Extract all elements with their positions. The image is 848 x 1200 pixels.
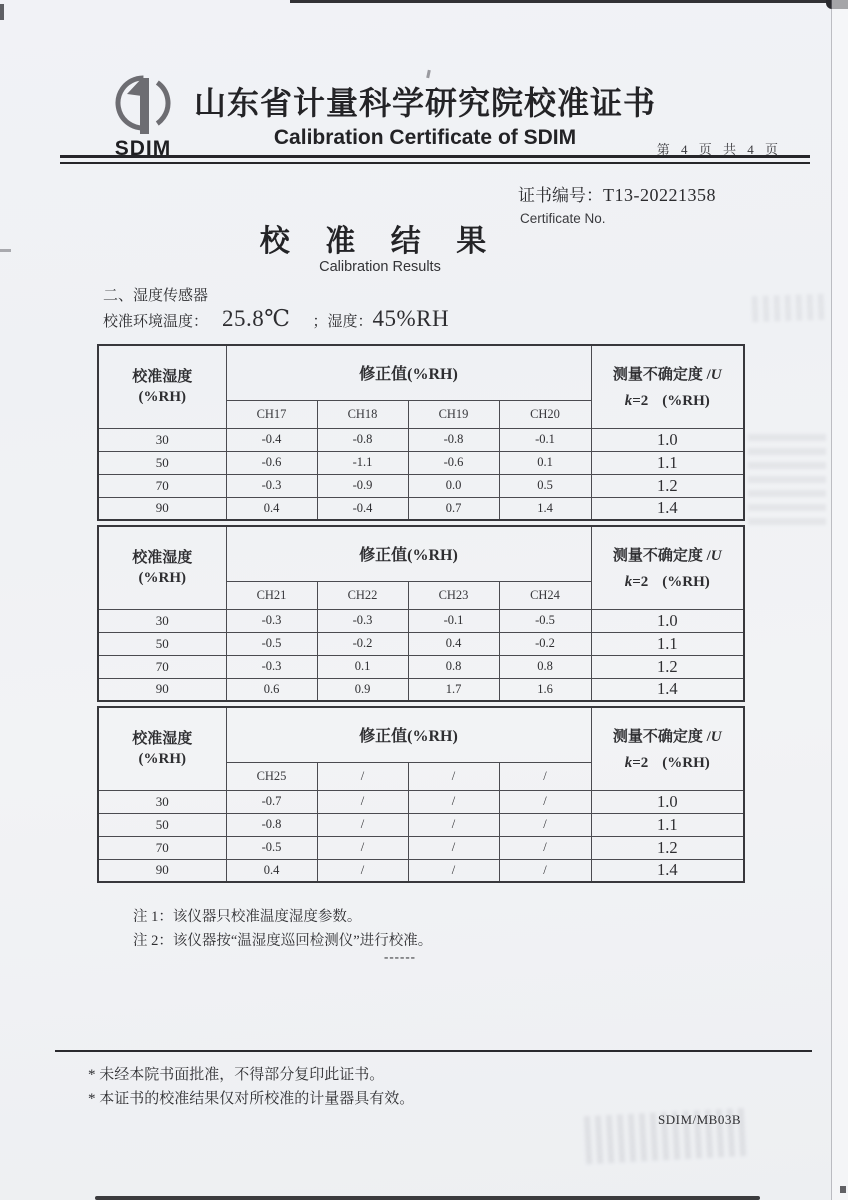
table-row bbox=[98, 428, 744, 451]
correction-value: 0.4 bbox=[408, 632, 499, 655]
uncertainty-value: 1.1 bbox=[591, 813, 744, 836]
humidity-column-header bbox=[98, 526, 226, 609]
env-humidity-value: 45%RH bbox=[372, 306, 450, 331]
env-humidity-label: ；湿度： bbox=[312, 314, 373, 330]
humidity-value: 70 bbox=[98, 655, 226, 678]
correction-value: / bbox=[317, 859, 408, 882]
calibration-table-3 bbox=[97, 706, 745, 883]
humidity-header-line1: 校准湿度 bbox=[132, 730, 193, 747]
channel-header: CH20 bbox=[499, 400, 591, 428]
uncertainty-column-header bbox=[591, 345, 744, 428]
humidity-value: 50 bbox=[98, 632, 226, 655]
correction-value: -0.5 bbox=[226, 632, 317, 655]
correction-value: -0.5 bbox=[499, 609, 591, 632]
correction-value: -0.3 bbox=[317, 609, 408, 632]
correction-value: -0.3 bbox=[226, 655, 317, 678]
certificate-number-value: T13-20221358 bbox=[603, 185, 716, 205]
end-of-results-mark: ------ bbox=[384, 949, 416, 964]
correction-value: / bbox=[499, 790, 591, 813]
section-heading: 二、湿度传感器 bbox=[103, 288, 209, 304]
uncertainty-value: 1.2 bbox=[591, 474, 744, 497]
correction-value: / bbox=[317, 813, 408, 836]
uncertainty-column-header bbox=[591, 526, 744, 609]
scan-bleedthrough bbox=[748, 430, 826, 525]
uncertainty-value: 1.0 bbox=[591, 609, 744, 632]
correction-value: -0.2 bbox=[317, 632, 408, 655]
channel-header: CH21 bbox=[226, 581, 317, 609]
note-1: 注 1：该仪器只校准温度湿度参数。 bbox=[133, 909, 362, 925]
correction-value: -0.6 bbox=[226, 451, 317, 474]
env-temp-label: 校准环境温度： bbox=[103, 314, 209, 330]
channel-header: CH24 bbox=[499, 581, 591, 609]
humidity-column-header bbox=[98, 345, 226, 428]
correction-value: 0.4 bbox=[226, 497, 317, 520]
correction-value: -0.1 bbox=[499, 428, 591, 451]
correction-value: / bbox=[408, 790, 499, 813]
correction-value: 0.7 bbox=[408, 497, 499, 520]
tables-container bbox=[97, 344, 747, 887]
correction-value: 0.9 bbox=[317, 678, 408, 701]
footer-disclaimer-2: * 本证书的校准结果仅对所校准的计量器具有效。 bbox=[88, 1091, 415, 1107]
uncertainty-value: 1.2 bbox=[591, 655, 744, 678]
table-header-row bbox=[98, 707, 744, 762]
correction-value: / bbox=[317, 790, 408, 813]
table-row bbox=[98, 609, 744, 632]
correction-value: 0.4 bbox=[226, 859, 317, 882]
correction-value: 0.5 bbox=[499, 474, 591, 497]
uncertainty-value: 1.4 bbox=[591, 859, 744, 882]
correction-value: 0.1 bbox=[499, 451, 591, 474]
correction-value: -0.7 bbox=[226, 790, 317, 813]
correction-value: 0.6 bbox=[226, 678, 317, 701]
correction-header: 修正值(%RH) bbox=[226, 526, 591, 581]
correction-value: -0.1 bbox=[408, 609, 499, 632]
footer-disclaimer-1: * 未经本院书面批准，不得部分复印此证书。 bbox=[88, 1067, 385, 1083]
certificate-title-zh: 山东省计量科学研究院校准证书 bbox=[193, 85, 656, 121]
page-indicator: 第 4 页 共 4 页 bbox=[656, 142, 782, 157]
humidity-header-line2: (%RH) bbox=[138, 750, 186, 767]
uncertainty-value: 1.0 bbox=[591, 428, 744, 451]
humidity-value: 90 bbox=[98, 497, 226, 520]
uncertainty-value: 1.4 bbox=[591, 678, 744, 701]
certificate-number-line bbox=[518, 181, 716, 206]
channel-header: CH22 bbox=[317, 581, 408, 609]
correction-value: 1.4 bbox=[499, 497, 591, 520]
correction-value: 1.6 bbox=[499, 678, 591, 701]
correction-value: / bbox=[408, 859, 499, 882]
scan-artifact bbox=[0, 249, 11, 252]
correction-value: -0.5 bbox=[226, 836, 317, 859]
channel-header: / bbox=[408, 762, 499, 790]
humidity-value: 50 bbox=[98, 813, 226, 836]
correction-value: / bbox=[317, 836, 408, 859]
table-header-row bbox=[98, 345, 744, 400]
humidity-value: 30 bbox=[98, 609, 226, 632]
table-row bbox=[98, 836, 744, 859]
humidity-value: 30 bbox=[98, 790, 226, 813]
uncertainty-value: 1.4 bbox=[591, 497, 744, 520]
correction-value: / bbox=[499, 859, 591, 882]
results-title-zh: 校 准 结 果 bbox=[259, 225, 501, 258]
channel-header: CH25 bbox=[226, 762, 317, 790]
scan-artifact bbox=[840, 1186, 846, 1193]
correction-value: -0.2 bbox=[499, 632, 591, 655]
certificate-number-label: 证书编号： bbox=[518, 186, 603, 205]
uncertainty-header-line2: k=2 (%RH) bbox=[624, 574, 710, 591]
correction-value: 0.8 bbox=[499, 655, 591, 678]
env-temp-value: 25.8℃ bbox=[222, 306, 291, 331]
humidity-value: 70 bbox=[98, 474, 226, 497]
correction-value: 0.1 bbox=[317, 655, 408, 678]
humidity-value: 70 bbox=[98, 836, 226, 859]
correction-value: / bbox=[408, 836, 499, 859]
form-code: SDIM/MB03B bbox=[658, 1112, 742, 1127]
uncertainty-column-header bbox=[591, 707, 744, 790]
correction-value: -0.9 bbox=[317, 474, 408, 497]
scan-artifact bbox=[290, 0, 848, 3]
correction-header: 修正值(%RH) bbox=[226, 707, 591, 762]
correction-value: / bbox=[408, 813, 499, 836]
certificate-number-label-en: Certificate No. bbox=[520, 211, 606, 226]
humidity-header-line2: (%RH) bbox=[138, 388, 186, 405]
results-title-en: Calibration Results bbox=[319, 259, 441, 275]
channel-header: CH19 bbox=[408, 400, 499, 428]
correction-value: -0.4 bbox=[317, 497, 408, 520]
table-row bbox=[98, 859, 744, 882]
table-row bbox=[98, 790, 744, 813]
humidity-header-line2: (%RH) bbox=[138, 569, 186, 586]
scan-artifact bbox=[426, 70, 431, 78]
table-row bbox=[98, 451, 744, 474]
table-row bbox=[98, 474, 744, 497]
uncertainty-value: 1.1 bbox=[591, 451, 744, 474]
certificate-title-en: Calibration Certificate of SDIM bbox=[273, 126, 577, 149]
humidity-value: 90 bbox=[98, 678, 226, 701]
uncertainty-header-line2: k=2 (%RH) bbox=[624, 393, 710, 410]
channel-header: CH18 bbox=[317, 400, 408, 428]
uncertainty-value: 1.1 bbox=[591, 632, 744, 655]
header-divider bbox=[60, 155, 810, 164]
correction-value: -1.1 bbox=[317, 451, 408, 474]
correction-value: -0.4 bbox=[226, 428, 317, 451]
humidity-value: 30 bbox=[98, 428, 226, 451]
correction-value: -0.6 bbox=[408, 451, 499, 474]
scan-artifact bbox=[831, 0, 832, 1200]
table-row bbox=[98, 813, 744, 836]
table-row bbox=[98, 655, 744, 678]
scan-artifact bbox=[95, 1196, 760, 1200]
correction-value: -0.8 bbox=[408, 428, 499, 451]
table-row bbox=[98, 632, 744, 655]
correction-value: / bbox=[499, 813, 591, 836]
calibration-table-1 bbox=[97, 344, 745, 521]
table-row bbox=[98, 678, 744, 701]
footer-divider bbox=[55, 1050, 812, 1052]
correction-value: -0.8 bbox=[226, 813, 317, 836]
correction-value: -0.8 bbox=[317, 428, 408, 451]
scan-bleedthrough bbox=[752, 294, 825, 322]
channel-header: / bbox=[499, 762, 591, 790]
uncertainty-header-line1: 测量不确定度 /U bbox=[612, 548, 722, 565]
correction-value: -0.3 bbox=[226, 609, 317, 632]
correction-value: / bbox=[499, 836, 591, 859]
channel-header: CH23 bbox=[408, 581, 499, 609]
uncertainty-value: 1.2 bbox=[591, 836, 744, 859]
uncertainty-header-line1: 测量不确定度 /U bbox=[612, 729, 722, 746]
humidity-value: 90 bbox=[98, 859, 226, 882]
channel-header: / bbox=[317, 762, 408, 790]
table-header-row bbox=[98, 526, 744, 581]
humidity-value: 50 bbox=[98, 451, 226, 474]
humidity-column-header bbox=[98, 707, 226, 790]
correction-value: -0.3 bbox=[226, 474, 317, 497]
scan-artifact bbox=[0, 4, 4, 20]
sdim-logo bbox=[88, 72, 198, 161]
calibration-table-2 bbox=[97, 525, 745, 702]
uncertainty-header-line1: 测量不确定度 /U bbox=[612, 367, 722, 384]
humidity-header-line1: 校准湿度 bbox=[132, 368, 193, 385]
channel-header: CH17 bbox=[226, 400, 317, 428]
uncertainty-value: 1.0 bbox=[591, 790, 744, 813]
table-row bbox=[98, 497, 744, 520]
note-2: 注 2：该仪器按“温湿度巡回检测仪”进行校准。 bbox=[133, 933, 433, 949]
uncertainty-header-line2: k=2 (%RH) bbox=[624, 755, 710, 772]
correction-value: 1.7 bbox=[408, 678, 499, 701]
environment-line bbox=[103, 306, 449, 332]
logo-label: SDIM bbox=[114, 137, 172, 160]
correction-header: 修正值(%RH) bbox=[226, 345, 591, 400]
scan-artifact bbox=[832, 0, 848, 1200]
correction-value: 0.8 bbox=[408, 655, 499, 678]
humidity-header-line1: 校准湿度 bbox=[132, 549, 193, 566]
correction-value: 0.0 bbox=[408, 474, 499, 497]
